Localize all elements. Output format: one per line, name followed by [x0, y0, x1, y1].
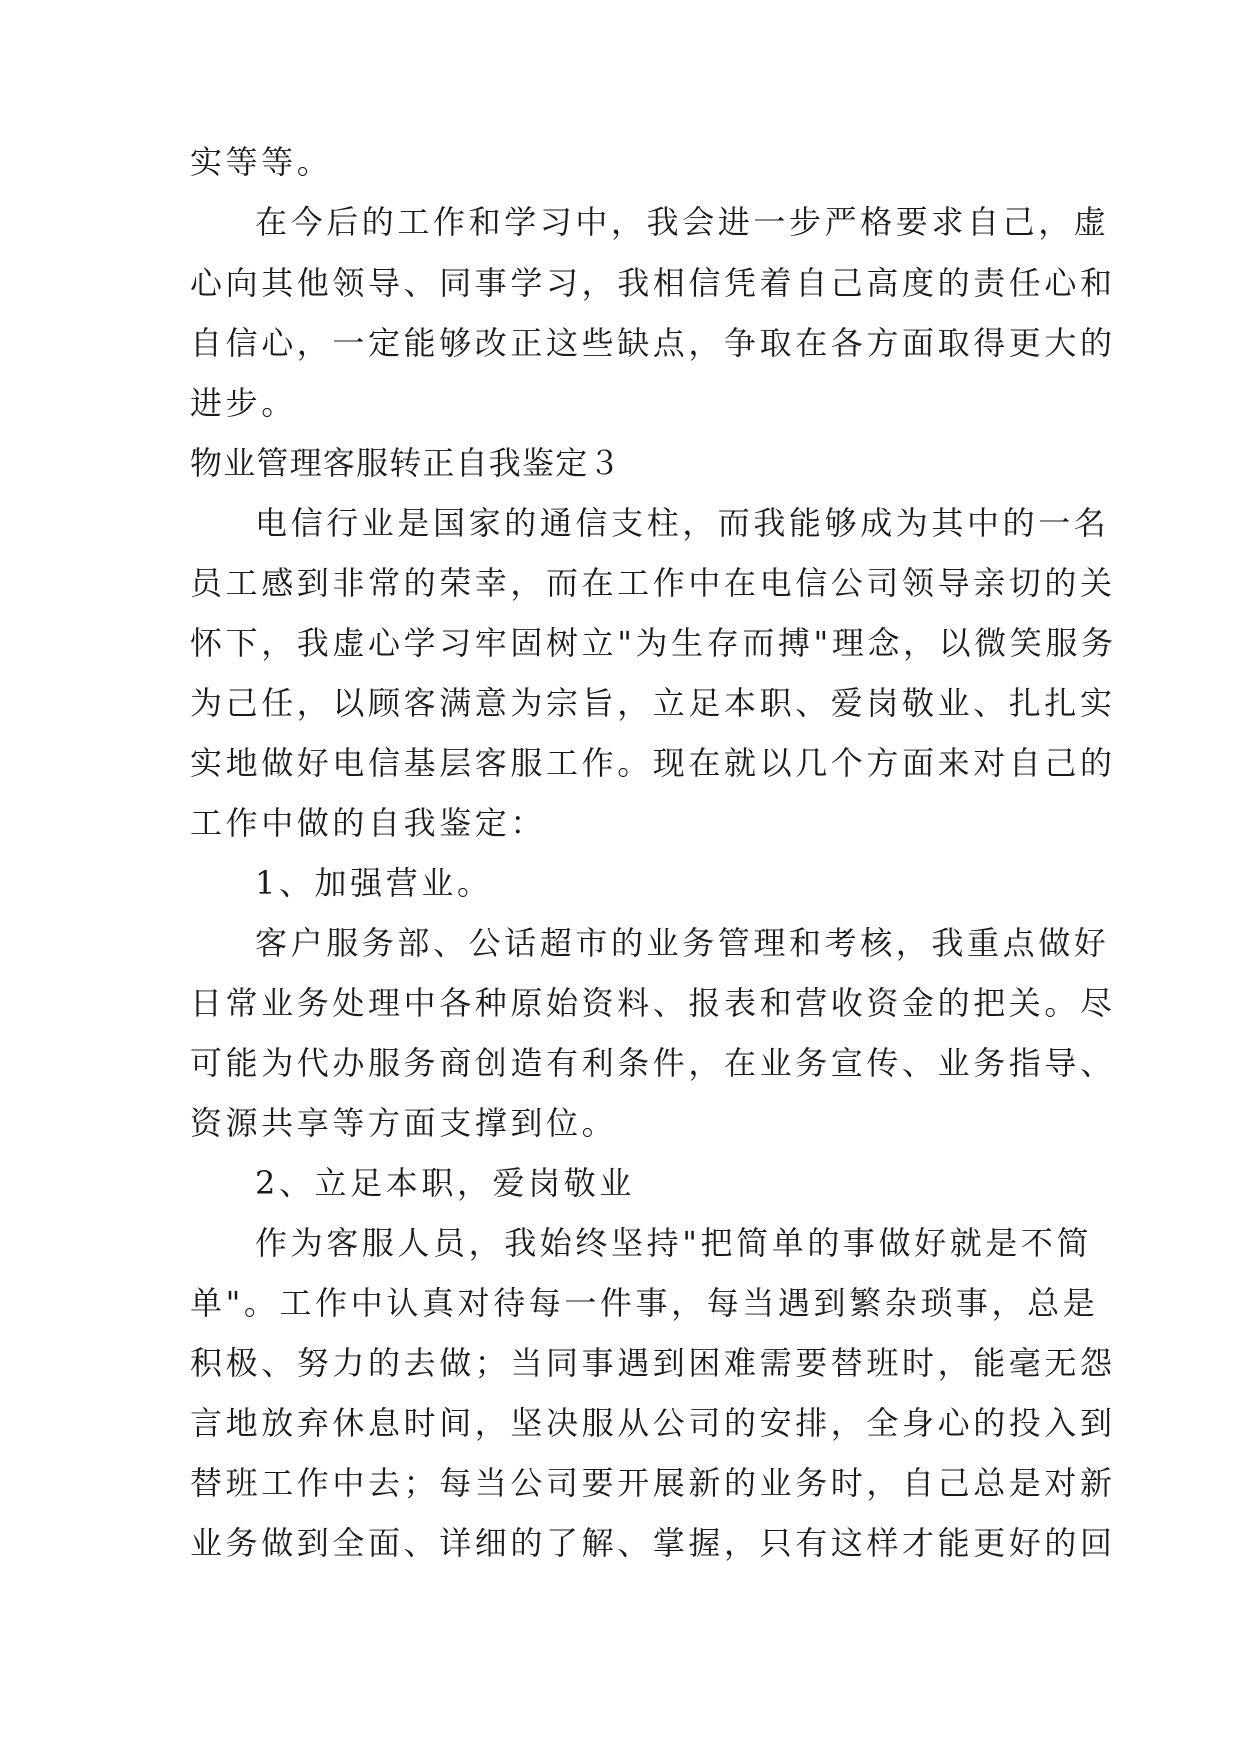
text-line: 为己任，以顾客满意为宗旨，立足本职、爱岗敬业、扎扎实 [190, 684, 1116, 722]
text-line: 员工感到非常的荣幸，而在工作中在电信公司领导亲切的关 [190, 564, 1116, 602]
text-line: 作为客服人员，我始终坚持"把简单的事做好就是不简 [255, 1224, 1093, 1262]
text-line: 怀下，我虚心学习牢固树立"为生存而搏"理念，以微笑服务 [190, 624, 1117, 662]
text-line: 积极、努力的去做；当同事遇到困难需要替班时，能毫无怨 [190, 1344, 1116, 1382]
text-line: 进步。 [190, 384, 297, 422]
text-line: 心向其他领导、同事学习，我相信凭着自己高度的责任心和 [190, 264, 1116, 302]
text-line: 在今后的工作和学习中，我会进一步严格要求自己，虚 [255, 203, 1110, 241]
text-line: 可能为代办服务商创造有利条件，在业务宣传、业务指导、 [190, 1044, 1116, 1082]
text-line: 业务做到全面、详细的了解、掌握，只有这样才能更好的回 [190, 1524, 1116, 1562]
text-line: 资源共享等方面支撑到位。 [190, 1104, 618, 1142]
numbered-item: 1、加强营业。 [255, 864, 493, 902]
text-line: 实地做好电信基层客服工作。现在就以几个方面来对自己的 [190, 744, 1116, 782]
text-line: 言地放弃休息时间，坚决服从公司的安排，全身心的投入到 [190, 1404, 1116, 1442]
text-line: 单"。工作中认真对待每一件事，每当遇到繁杂琐事，总是 [190, 1284, 1099, 1322]
text-line: 电信行业是国家的通信支柱，而我能够成为其中的一名 [255, 504, 1110, 542]
text-line: 替班工作中去；每当公司要开展新的业务时，自己总是对新 [190, 1464, 1116, 1502]
text-line: 日常业务处理中各种原始资料、报表和营收资金的把关。尽 [190, 984, 1116, 1022]
numbered-item: 2、立足本职，爱岗敬业 [255, 1164, 635, 1202]
text-line: 自信心，一定能够改正这些缺点，争取在各方面取得更大的 [190, 324, 1116, 362]
text-line: 工作中做的自我鉴定： [190, 804, 547, 842]
text-line: 客户服务部、公话超市的业务管理和考核，我重点做好 [255, 924, 1110, 962]
section-heading: 物业管理客服转正自我鉴定３ [190, 444, 622, 482]
text-line: 实等等。 [190, 143, 333, 181]
